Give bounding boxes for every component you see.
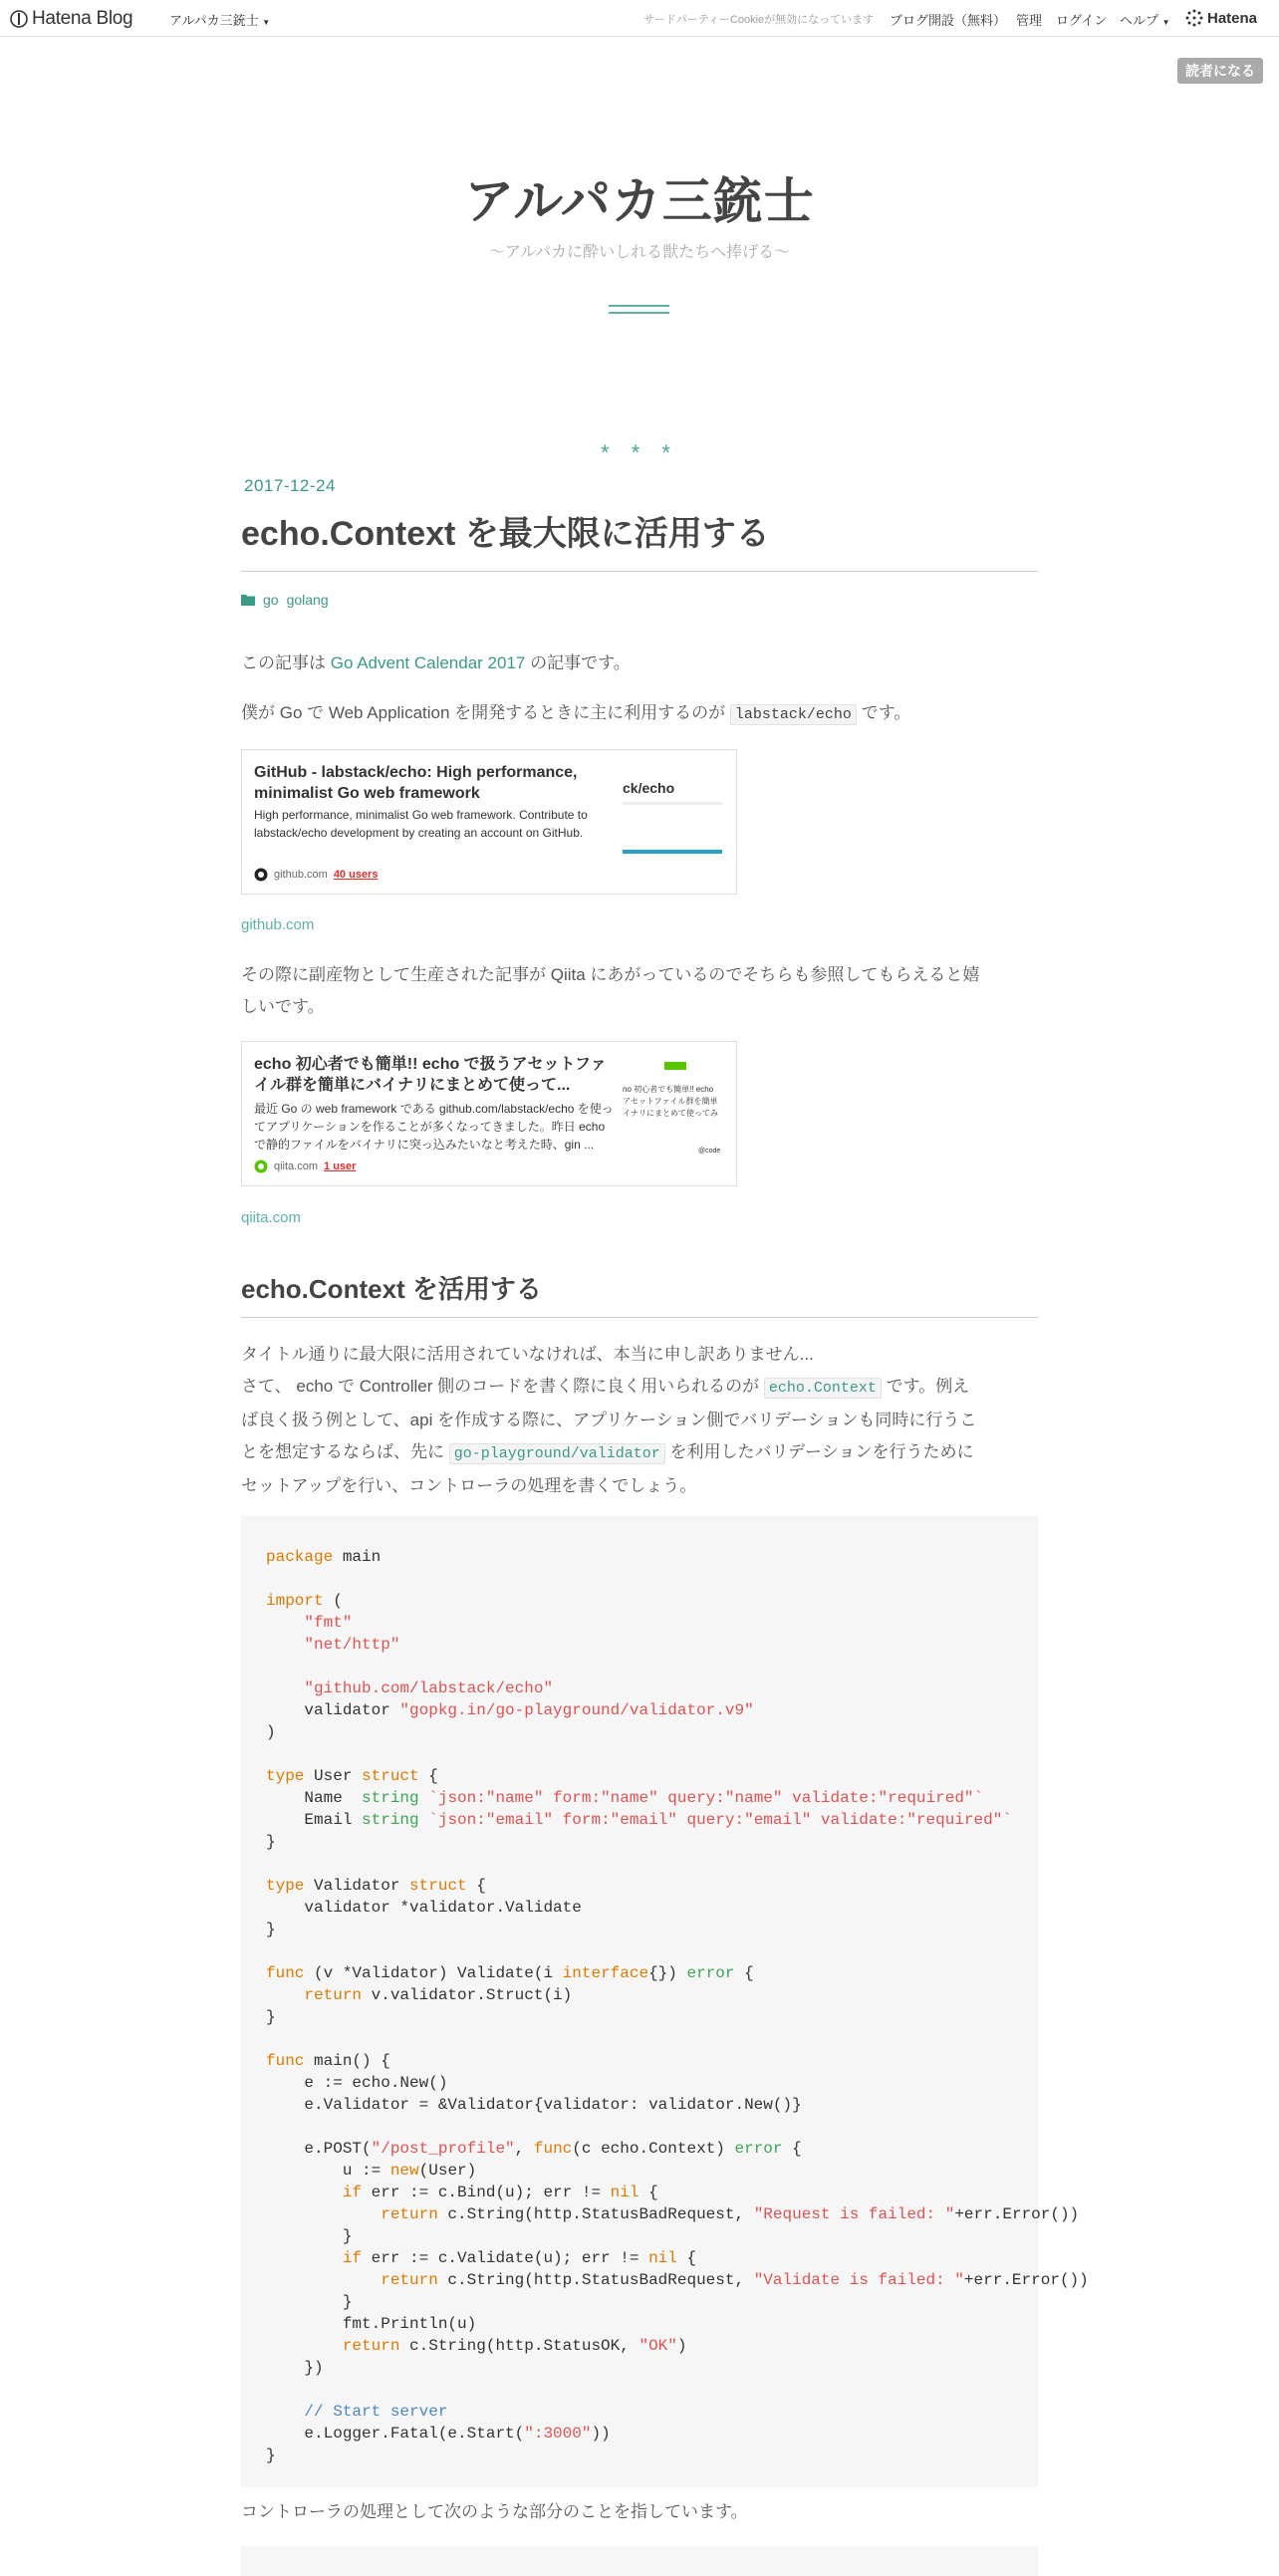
text: 僕が Go で Web Application を開発するときに主に利用するのが xyxy=(241,703,730,722)
card-thumbnail[interactable] xyxy=(623,764,726,868)
global-header xyxy=(0,0,1279,37)
code-line: u := new(User) xyxy=(266,2162,477,2180)
github-icon xyxy=(254,868,268,882)
code-line: } xyxy=(266,2447,276,2464)
section-heading: echo.Context を活用する xyxy=(241,1274,542,1304)
code-block-2 xyxy=(241,2546,1038,2576)
blog-menu-label: アルパカ三銃士 xyxy=(169,13,259,28)
hatena-blog-logo-icon xyxy=(10,10,28,28)
entry-title[interactable]: echo.Context を最大限に活用する xyxy=(241,515,770,553)
blog-description: 〜アルパカに酔いしれる獣たちへ捧げる〜 xyxy=(488,244,791,261)
text: です。例え xyxy=(881,1377,970,1396)
inline-code-labstack-echo: labstack/echo xyxy=(730,704,857,725)
caret-down-icon: ▼ xyxy=(1161,18,1170,27)
code-line: } xyxy=(266,2227,353,2245)
code-line: e.Logger.Fatal(e.Start(":3000")) xyxy=(266,2425,611,2443)
thumb-bar xyxy=(623,850,722,854)
code-line: return v.validator.Struct(i) xyxy=(304,1986,573,2004)
code-line: func (v *Validator) Validate(i interface{}) error { xyxy=(266,1964,754,1982)
cookie-notice: サードパーティーCookieが無効になっています xyxy=(643,14,875,26)
card-footer xyxy=(254,868,378,882)
title-divider xyxy=(241,571,1038,572)
inline-code-validator: go-playground/validator xyxy=(449,1443,665,1464)
section-divider xyxy=(241,1317,1038,1318)
thumb-line-1: no 初心者でも簡単!! echo xyxy=(623,1085,714,1094)
text: とを想定するならば、先に xyxy=(241,1442,449,1461)
entry-date[interactable]: 2017-12-24 xyxy=(244,476,336,495)
paragraph-qiita xyxy=(241,959,1038,1023)
code-line: "fmt" xyxy=(304,1614,353,1632)
hatena-dots-icon xyxy=(1185,9,1203,27)
bookmark-users[interactable]: 40 users xyxy=(333,869,379,881)
code-line: if err := c.Validate(u); err != nil { xyxy=(342,2249,697,2267)
code-line: fmt.Println(u) xyxy=(266,2315,477,2333)
card-description: High performance, minimalist Go web framework. Contribute to labstack/echo development by creating an account on GitHub. xyxy=(254,808,588,840)
advent-calendar-link[interactable]: Go Advent Calendar 2017 xyxy=(330,653,526,672)
code-line: "github.com/labstack/echo" xyxy=(304,1679,554,1697)
card-description: 最近 Go の web framework である github.com/labstack/echo を使ってアプリケーションを作ることが多くなってきました。昨日 echo で静的ファイルをバイナリに突っ込みたいなと考えた時、gin ... xyxy=(254,1102,614,1152)
card-site[interactable]: qiita.com xyxy=(274,1160,319,1172)
code-line: return c.String(http.StatusOK, "OK") xyxy=(342,2337,687,2355)
code-line: } xyxy=(266,1921,276,1938)
code-line: return c.String(http.StatusBadRequest, "Request is failed: "+err.Error()) xyxy=(381,2205,1080,2223)
hatena-menu[interactable] xyxy=(1185,9,1257,27)
code-line: ) xyxy=(266,1723,276,1741)
code-line: }) xyxy=(266,2359,324,2377)
help-label: ヘルプ xyxy=(1120,13,1159,28)
code-line: e := echo.New() xyxy=(266,2074,448,2092)
source-link-qiita[interactable]: qiita.com xyxy=(241,1209,302,1226)
text: この記事は xyxy=(241,653,331,672)
code-line: validator "gopkg.in/go-playground/validator.v9" xyxy=(266,1701,754,1719)
card-title[interactable]: GitHub - labstack/echo: High performance, minimalist Go web framework xyxy=(254,764,578,802)
qiita-icon xyxy=(254,1159,268,1173)
text: しいです。 xyxy=(241,997,325,1016)
code-line: func main() { xyxy=(266,2052,390,2070)
blog-title[interactable]: アルパカ三銃士 xyxy=(464,173,815,229)
code-block xyxy=(241,1516,1089,2487)
subscribe-button[interactable]: 読者になる xyxy=(1177,58,1263,84)
text: ば良く扱う例として、api を作成する際に、アプリケーション側でバリデーションも同時に行うこ xyxy=(241,1411,977,1429)
code-line: Name string `json:"name" form:"name" query:"name" validate:"required"` xyxy=(266,1789,984,1807)
code-line: validator *validator.Validate xyxy=(266,1899,582,1917)
thumb-author: @code xyxy=(698,1148,721,1155)
text: セットアップを行い、コントローラの処理を書くでしょう。 xyxy=(241,1476,697,1495)
text: を利用したバリデーションを行うために xyxy=(664,1442,974,1461)
code-line: package main xyxy=(266,1548,382,1566)
code-line: type Validator struct { xyxy=(266,1877,486,1895)
category-go[interactable]: go xyxy=(263,592,279,608)
folder-icon xyxy=(241,594,255,606)
code-line: } xyxy=(266,1833,276,1851)
code-line: e.Validator = &Validator{validator: validator.New()} xyxy=(266,2096,802,2114)
card-title[interactable]: echo 初心者でも簡単!! echo で扱うアセットファイル群を簡単にバイナリにまとめて使って... xyxy=(254,1056,607,1094)
paragraph-intro xyxy=(241,647,1038,679)
thumb-line xyxy=(623,802,722,805)
thumb-caption xyxy=(623,1084,718,1120)
code-line: Email string `json:"email" form:"email" query:"email" validate:"required"` xyxy=(266,1811,1012,1829)
entry-categories xyxy=(241,592,329,608)
header-divider xyxy=(609,305,669,314)
code-line: } xyxy=(266,2008,276,2026)
help-menu[interactable] xyxy=(1120,10,1170,29)
thumb-line-3: イナリにまとめて使ってみ xyxy=(623,1109,718,1118)
qiita-badge xyxy=(664,1062,686,1070)
text-line xyxy=(241,1371,1038,1405)
text: さて、 echo で Controller 側のコードを書く際に良く用いられるのが xyxy=(241,1377,764,1396)
thumb-text: ck/echo xyxy=(623,780,675,796)
paragraph-context xyxy=(241,1339,1038,1502)
text: その際に副産物として生産された記事が Qiita にあがっているのでそちらも参照してもらえると嬉 xyxy=(241,965,980,984)
code-line: e.POST("/post_profile", func(c echo.Context) error { xyxy=(266,2140,802,2158)
hatena-blog-logo[interactable] xyxy=(10,8,132,30)
text: の記事です。 xyxy=(525,653,631,672)
caret-down-icon: ▼ xyxy=(262,18,271,27)
paragraph-echo xyxy=(241,697,1038,731)
embed-card-github[interactable] xyxy=(241,749,737,895)
blog-menu-dropdown[interactable] xyxy=(169,10,270,29)
card-footer xyxy=(254,1159,356,1173)
code-line: // Start server xyxy=(266,2403,448,2421)
embed-card-qiita[interactable] xyxy=(241,1041,737,1186)
card-thumbnail[interactable] xyxy=(623,1056,726,1159)
thumb-line-2: アセットファイル群を簡単 xyxy=(623,1097,718,1106)
text: です。 xyxy=(856,703,911,722)
text-line xyxy=(241,1436,1038,1470)
entry-stars-ornament: * * * xyxy=(601,440,678,465)
card-site[interactable]: github.com xyxy=(274,869,328,881)
category-golang[interactable]: golang xyxy=(286,592,329,608)
code-line: type User struct { xyxy=(266,1767,438,1785)
open-blog-link[interactable]: ブログ開設（無料） xyxy=(890,13,1007,28)
code-line: import ( xyxy=(266,1592,343,1610)
source-link-github[interactable]: github.com xyxy=(241,916,315,933)
code-line: } xyxy=(266,2293,353,2311)
bookmark-users[interactable]: 1 user xyxy=(324,1160,357,1172)
paragraph-controller: コントローラの処理として次のような部分のことを指しています。 xyxy=(241,2502,748,2521)
hatena-blog-logo-text: Hatena Blog xyxy=(32,8,133,29)
code-line: if err := c.Bind(u); err != nil { xyxy=(342,2184,658,2201)
login-link[interactable]: ログイン xyxy=(1056,13,1108,28)
inline-code-echo-context: echo.Context xyxy=(764,1378,882,1399)
admin-link[interactable]: 管理 xyxy=(1016,13,1043,28)
code-line: "net/http" xyxy=(304,1636,400,1654)
text: タイトル通りに最大限に活用されていなければ、本当に申し訳ありません... xyxy=(241,1345,814,1364)
hatena-label: Hatena xyxy=(1207,9,1258,27)
code-line: return c.String(http.StatusBadRequest, "Validate is failed: "+err.Error()) xyxy=(381,2271,1089,2289)
